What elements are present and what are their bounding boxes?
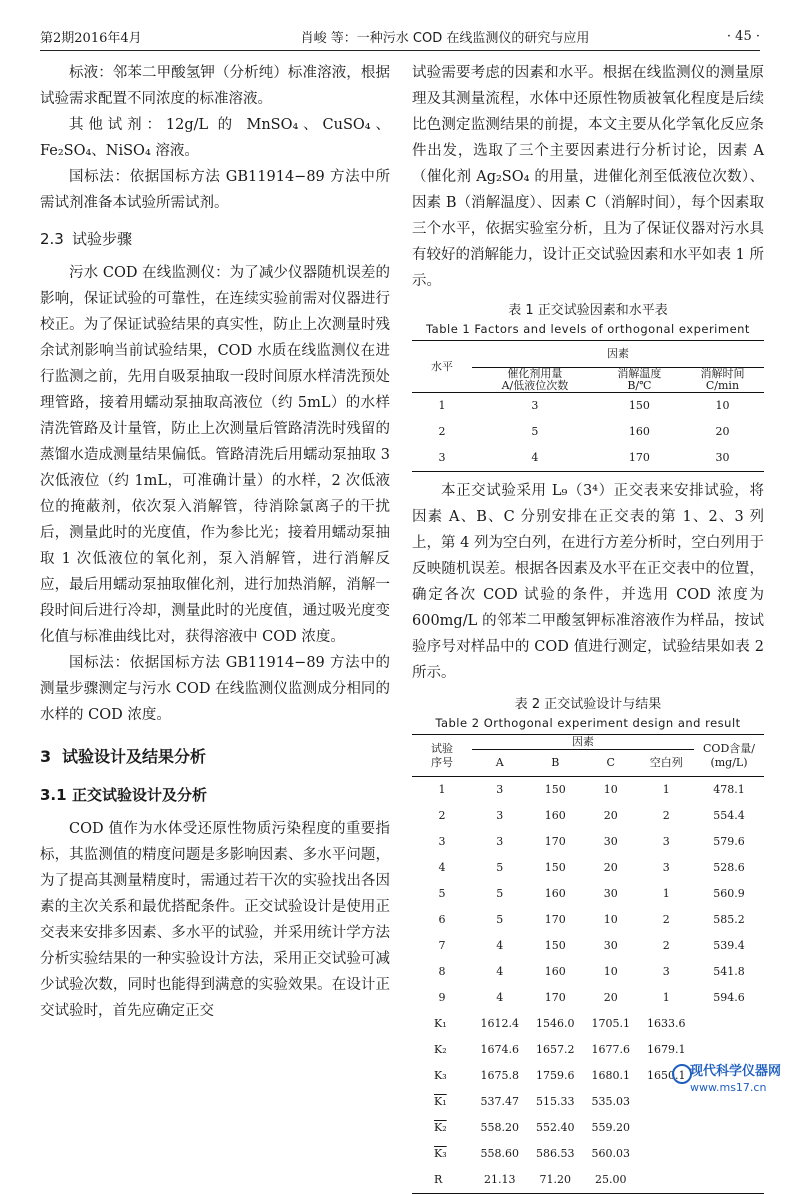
- table-cell: 4: [438, 861, 446, 874]
- table-cell: 3: [662, 835, 670, 848]
- table-cell: 559.20: [591, 1121, 630, 1134]
- table-cell: 3: [496, 835, 504, 848]
- table-cell: 150: [544, 861, 566, 874]
- table-cell: 560.9: [713, 887, 745, 900]
- watermark-logo: 现代科学仪器网 www.ms17.cn: [690, 1060, 795, 1104]
- table-cell: 579.6: [713, 835, 745, 848]
- table-cell: 1674.6: [480, 1043, 519, 1056]
- table-cell: 2: [438, 809, 446, 822]
- table1-factor-c: 消解时间 C/min: [681, 368, 764, 393]
- table-cell: 7: [438, 939, 446, 952]
- table-cell: [639, 1167, 695, 1194]
- table-cell: 160: [544, 809, 566, 822]
- table1-caption-en: Table 1 Factors and levels of orthogonal experiment: [426, 322, 750, 336]
- table-cell: 30: [603, 939, 618, 952]
- table-cell: 478.1: [713, 783, 745, 796]
- table-cell-empty: [694, 1011, 764, 1037]
- table2-caption-cn: 表 2 正交试验设计与结果: [514, 697, 662, 712]
- table-cell: 4: [496, 991, 504, 1004]
- table-cell: 1657.2: [536, 1043, 575, 1056]
- table2-sub-blank: 空白列: [639, 750, 695, 777]
- table-cell: 71.20: [539, 1173, 571, 1186]
- table-cell: 1650.1: [647, 1069, 686, 1082]
- table-row: [412, 803, 764, 829]
- table1-factor-a: 催化剂用量 A/低液位次数: [472, 368, 598, 393]
- table-cell: 537.47: [480, 1095, 519, 1108]
- table-stat-row: [412, 1141, 764, 1167]
- table-cell-empty: [694, 1167, 764, 1194]
- table-stat-row: [412, 1167, 764, 1194]
- table-cell: K₁: [434, 1095, 447, 1108]
- table-cell: 6: [438, 913, 446, 926]
- running-header: [40, 22, 760, 51]
- table-cell: 515.33: [536, 1095, 575, 1108]
- table-cell: 2: [662, 809, 670, 822]
- table-cell: [639, 1141, 695, 1167]
- table-cell: 1: [662, 783, 670, 796]
- table2-header-cod: COD含量/ (mg/L): [694, 735, 764, 777]
- table-cell: 160: [544, 887, 566, 900]
- table-cell: 5: [496, 861, 504, 874]
- table-row: [412, 881, 764, 907]
- table-cell: 4: [496, 939, 504, 952]
- paragraph: 污水 COD 在线监测仪：为了减少仪器随机误差的影响，保证试验的可靠性，在连续实验前需对仪器进行校正。为了保证试验结果的真实性，防止上次测量时残余试剂影响当前试验结果，COD 水质在线监测仪在进行监测之前，先用自吸泵抽取一段时间原水样清洗预处理管路，接着用蠕动泵抽取高液位（约 5mL）的水样清洗管路及计量管，防止上次测量后管路清洗时残留的蒸馏水造成测量结果偏低。管路清洗后用蠕动泵抽取 3 次低液位（约 1mL，可准确计量）的水样，2 次低液位的掩蔽剂，依次泵入消解管，待消除氯离子的干扰后，测量此时的光度值，作为参比光；接着用蠕动泵抽取 1 次低液位的氧化剂，泵入消解管，进行消解反应，最后用蠕动泵抽取催化剂，进行加热消解，消解一段时间后进行冷却，测量此时的光度值，通过吸光度变化值与标准曲线比对，获得溶液中 COD 浓度。: [40, 265, 390, 645]
- table2-caption-en: Table 2 Orthogonal experiment design and result: [435, 716, 741, 730]
- table-cell: 528.6: [713, 861, 745, 874]
- table-row: [412, 985, 764, 1011]
- table-cell: 1680.1: [591, 1069, 630, 1082]
- table-stat-row: [412, 1011, 764, 1037]
- table2-header-factor: 因素: [472, 735, 694, 750]
- table-cell: 560.03: [591, 1147, 630, 1160]
- table-cell: 20: [603, 861, 618, 874]
- table-cell: 5: [496, 887, 504, 900]
- table-cell: 20: [603, 809, 618, 822]
- table-row: [412, 959, 764, 985]
- table-cell: 535.03: [591, 1095, 630, 1108]
- table-cell: 10: [603, 783, 618, 796]
- table1: [412, 340, 764, 472]
- table-cell: 1675.8: [480, 1069, 519, 1082]
- table-cell: R: [434, 1173, 443, 1186]
- table-cell: 10: [603, 965, 618, 978]
- table-cell: [639, 1089, 695, 1115]
- table2-header-no: 试验 序号: [412, 735, 472, 777]
- table-cell: 150: [544, 783, 566, 796]
- table-row: 1 3 150 10: [438, 399, 730, 412]
- table-row: [412, 907, 764, 933]
- table-cell: 539.4: [713, 939, 745, 952]
- table-cell: 20: [603, 991, 618, 1004]
- table-cell: 5: [438, 887, 446, 900]
- table-cell: 30: [603, 835, 618, 848]
- paragraph: 国标法：依据国标方法 GB11914−89 方法中的测量步骤测定与污水 COD 在线监测仪监测成分相同的水样的 COD 浓度。: [40, 655, 390, 723]
- table-cell: 3: [662, 965, 670, 978]
- section-heading-3-1: 3.1 正交试验设计及分析: [40, 786, 208, 804]
- table-cell: 10: [603, 913, 618, 926]
- table-cell: 1612.4: [480, 1017, 519, 1030]
- table-cell: 1: [438, 783, 446, 796]
- table-cell: 1633.6: [647, 1017, 686, 1030]
- table2: [412, 734, 764, 1194]
- table2-sub-c: C: [583, 750, 639, 777]
- table1-header-factor: 因素: [472, 341, 764, 368]
- left-column: [40, 60, 390, 1024]
- table-cell: 552.40: [536, 1121, 575, 1134]
- table-cell: 3: [438, 835, 446, 848]
- table1-caption-cn: 表 1 正交试验因素和水平表: [508, 303, 668, 318]
- table-cell: 1: [662, 991, 670, 1004]
- table-row: [412, 829, 764, 855]
- table-cell: 1546.0: [536, 1017, 575, 1030]
- table-stat-row: [412, 1115, 764, 1141]
- table-cell: 170: [544, 913, 566, 926]
- table-cell: 9: [438, 991, 446, 1004]
- paragraph: COD 值作为水体受还原性物质污染程度的重要指标，其监测值的精度问题是多影响因素、多水平问题，为了提高其测量精度时，需通过若干次的实验找出各因素的主次关系和最优搭配条件。正交试验设计是使用正交表来安排多因素、多水平的试验，并采用统计学方法分析实验结果的一种实验设计方法，采用正交试验可减少试验次数，同时也能得到满意的实验效果。在设计正交试验时，首先应确定正交: [40, 821, 390, 1019]
- table-cell: K₁: [434, 1017, 447, 1030]
- table-cell: 1: [662, 887, 670, 900]
- table2-sub-b: B: [528, 750, 584, 777]
- table-cell: 3: [496, 783, 504, 796]
- table-cell: 541.8: [713, 965, 745, 978]
- table-cell: 1759.6: [536, 1069, 575, 1082]
- table-cell: 4: [496, 965, 504, 978]
- table-cell: 2: [662, 913, 670, 926]
- table-cell: 558.20: [480, 1121, 519, 1134]
- table-cell-empty: [694, 1115, 764, 1141]
- table-cell: K₃: [434, 1147, 447, 1160]
- table-row: 3 4 170 30: [438, 451, 730, 464]
- table-cell: 170: [544, 835, 566, 848]
- table-cell: 2: [662, 939, 670, 952]
- paragraph: 本正交试验采用 L₉（3⁴）正交表来安排试验，将因素 A、B、C 分别安排在正交表的第 1、2、3 列上，第 4 列为空白列，在进行方差分析时，空白列用于反映随机误差。根据各因素及水平在正交表中的位置，确定各次 COD 试验的条件，并选用 COD 浓度为 600mg/L 的邻苯二甲酸氢钾标准溶液作为样品，按试验序号对样品中的 COD 值进行测定，试验结果如表 2 所示。: [412, 483, 764, 681]
- paragraph: 标液：邻苯二甲酸氢钾（分析纯）标准溶液，根据试验需求配置不同浓度的标准溶液。: [40, 65, 390, 107]
- table-cell: 25.00: [595, 1173, 627, 1186]
- table-row: [412, 777, 764, 804]
- table-cell: 3: [662, 861, 670, 874]
- table-cell: 21.13: [484, 1173, 516, 1186]
- table-cell: [639, 1115, 695, 1141]
- table-cell: 1677.6: [591, 1043, 630, 1056]
- table2-sub-a: A: [472, 750, 528, 777]
- running-title: 肖峻 等：一种污水 COD 在线监测仪的研究与应用: [300, 30, 590, 46]
- table-row: [412, 933, 764, 959]
- issue-label: 第2期2016年4月: [40, 30, 142, 46]
- right-column: [412, 60, 764, 1194]
- table-cell: K₂: [434, 1043, 447, 1056]
- table-row: [412, 855, 764, 881]
- table-cell: 30: [603, 887, 618, 900]
- table1-header-level: 水平: [412, 341, 472, 393]
- table-cell: 160: [544, 965, 566, 978]
- table-cell: 1705.1: [591, 1017, 630, 1030]
- table-cell: K₃: [434, 1069, 447, 1082]
- table1-factor-b: 消解温度 B/℃: [598, 368, 681, 393]
- page-number: · 45 ·: [726, 28, 760, 44]
- table-cell: 170: [544, 991, 566, 1004]
- table-cell: 554.4: [713, 809, 745, 822]
- table-cell: 1679.1: [647, 1043, 686, 1056]
- table-cell: 585.2: [713, 913, 745, 926]
- globe-icon: [672, 1064, 692, 1084]
- table-row: 2 5 160 20: [438, 425, 730, 438]
- table-cell: 3: [496, 809, 504, 822]
- section-heading-3: 3 试验设计及结果分析: [40, 747, 207, 766]
- table-cell: 8: [438, 965, 446, 978]
- section-heading-2-3: 2.3 试验步骤: [40, 230, 133, 248]
- table-cell: 594.6: [713, 991, 745, 1004]
- table-cell: 5: [496, 913, 504, 926]
- paragraph: 国标法：依据国标方法 GB11914−89 方法中所需试剂准备本试验所需试剂。: [40, 169, 390, 211]
- table-cell: 558.60: [480, 1147, 519, 1160]
- table-cell: 586.53: [536, 1147, 575, 1160]
- table-cell: 150: [544, 939, 566, 952]
- paragraph: 试验需要考虑的因素和水平。根据在线监测仪的测量原理及其测量流程，水体中还原性物质被氧化程度是后续比色测定监测结果的前提，本文主要从化学氧化反应条件出发，选取了三个主要因素进行分析讨论，因素 A（催化剂 Ag₂SO₄ 的用量，进催化剂至低液位次数）、因素 B（消解温度）、因素 C（消解时间），每个因素取三个水平，依据实验室分析，且为了保证仪器对污水具有较好的消解能力，设计正交试验因素和水平如表 1 所示。: [412, 65, 764, 289]
- table-cell: K₂: [434, 1121, 447, 1134]
- paragraph: 其他试剂：12g/L 的 MnSO₄、CuSO₄、Fe₂SO₄、NiSO₄ 溶液。: [40, 117, 390, 159]
- table-cell-empty: [694, 1141, 764, 1167]
